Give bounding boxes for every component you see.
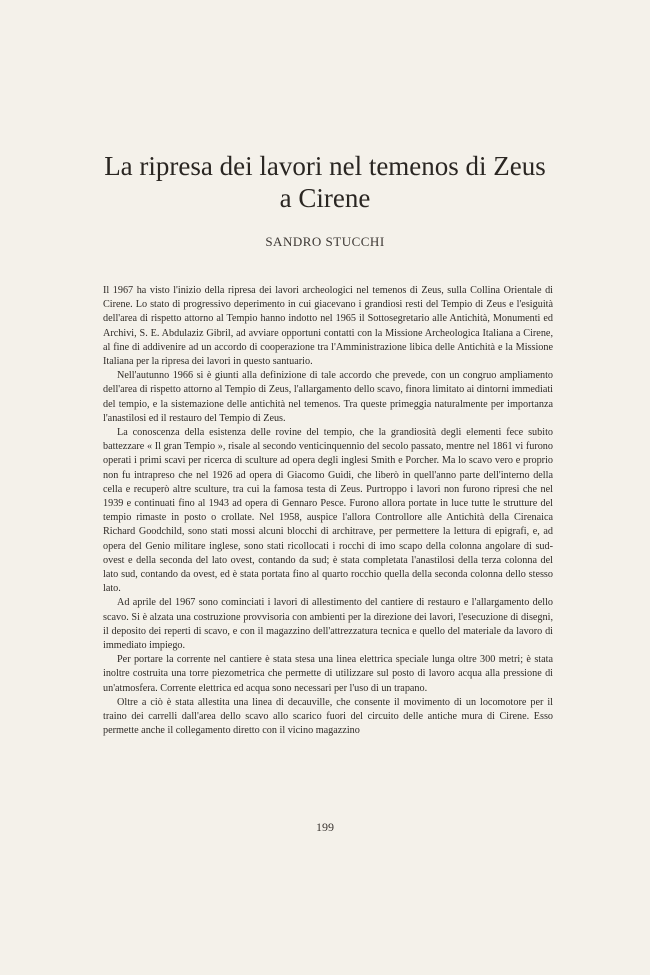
- article-title-line-1: La ripresa dei lavori nel temenos di Zeus: [104, 151, 546, 181]
- article-body: [103, 284, 553, 739]
- paragraph-3: La conoscenza della esistenza delle rovine del tempio, che la grandiosità degli elementi fece subito battezzare « Il gran Tempio », risale al secondo venticinquennio del secolo passato, mentre nel 1861 vi furono operati i primi scavi per ricerca di sculture ad opera degli inglesi Smith e Porcher. Ma lo scavo vero e proprio non fu intrapreso che nel 1926 ad opera di Giacomo Guidi, che liberò in quell'anno parte dell'interno della cella e recuperò altre sculture, tra cui la famosa testa di Zeus. Purtroppo i lavori non furono ripresi che nel 1939 e continuati fino al 1943 ad opera di Gennaro Pesce. Furono allora portate in luce tutte le strutture del tempio rimaste in posto o crollate. Nel 1958, auspice l'allora Controllore alle Antichità della Cirenaica Richard Goodchild, sono stati mossi alcuni blocchi di architrave, per permettere la lettura di epigrafi, e, ad opera del Genio militare inglese, sono stati ricollocati i rocchi di imo scapo della colonna angolare di sud-ovest e della seconda del lato ovest, contando da sud; è stata completata l'anastilosi della terza colonna del lato sud, contando da ovest, ed è stata portata fino al quarto rocchio quella della seconda colonna dello stesso lato.: [103, 427, 553, 595]
- paragraph-1: Il 1967 ha visto l'inizio della ripresa dei lavori archeologici nel temenos di Zeus, sulla Collina Orientale di Cirene. Lo stato di progressivo deperimento in cui giacevano i grandiosi resti del Tempio di Zeus e l'esiguità dell'area di rispetto attorno al Tempio hanno indotto nel 1965 il Sottosegretario alle Antichità, Monumenti ed Archivi, S. E. Abdulaziz Gibril, ad avviare opportuni contatti con la Missione Archeologica Italiana a Cirene, al fine di addivenire ad un accordo di cooperazione tra l'Amministrazione libica delle Antichità e la Missione Italiana per la ripresa dei lavori in questo santuario.: [103, 285, 553, 368]
- page-number: 199: [316, 820, 334, 834]
- article-title-line-2: a Cirene: [279, 183, 371, 213]
- paragraph-6: Oltre a ciò è stata allestita una linea di decauville, che consente il movimento di un locomotore per il traino dei carrelli dall'area dello scavo allo scarico fuori del circuito delle antiche mura di Cirene. Esso permette anche il collegamento diretto con il vicino magazzino: [103, 696, 553, 737]
- paragraph-5: Per portare la corrente nel cantiere è stata stesa una linea elettrica speciale lunga oltre 300 metri; è stata inoltre costruita una torre piezometrica che permette di utilizzare sul posto di lavoro acqua alla pressione di un'atmosfera. Corrente elettrica ed acqua sono necessari per l'uso di un trapano.: [103, 654, 553, 694]
- article-title: [0, 150, 650, 214]
- article-author: SANDRO STUCCHI: [265, 234, 385, 249]
- paragraph-4: Ad aprile del 1967 sono cominciati i lavori di allestimento del cantiere di restauro e l'allargamento dello scavo. Si è alzata una costruzione provvisoria con ambienti per la direzione dei lavori, l'esecuzione di disegni, il deposito dei reperti di scavo, e con il magazzino dell'attrezzatura tecnica e quello del materiale da lavoro di immediato impiego.: [103, 597, 553, 652]
- paragraph-2: Nell'autunno 1966 si è giunti alla definizione di tale accordo che prevede, con un congruo ampliamento dell'area di rispetto attorno al Tempio di Zeus, l'allargamento dello scavo, finora limitato ai dintorni immediati del tempio, e la sistemazione delle antichità nel temenos. Tra queste primeggia naturalmente per importanza l'anastilosi ed il restauro del Tempio di Zeus.: [103, 370, 553, 424]
